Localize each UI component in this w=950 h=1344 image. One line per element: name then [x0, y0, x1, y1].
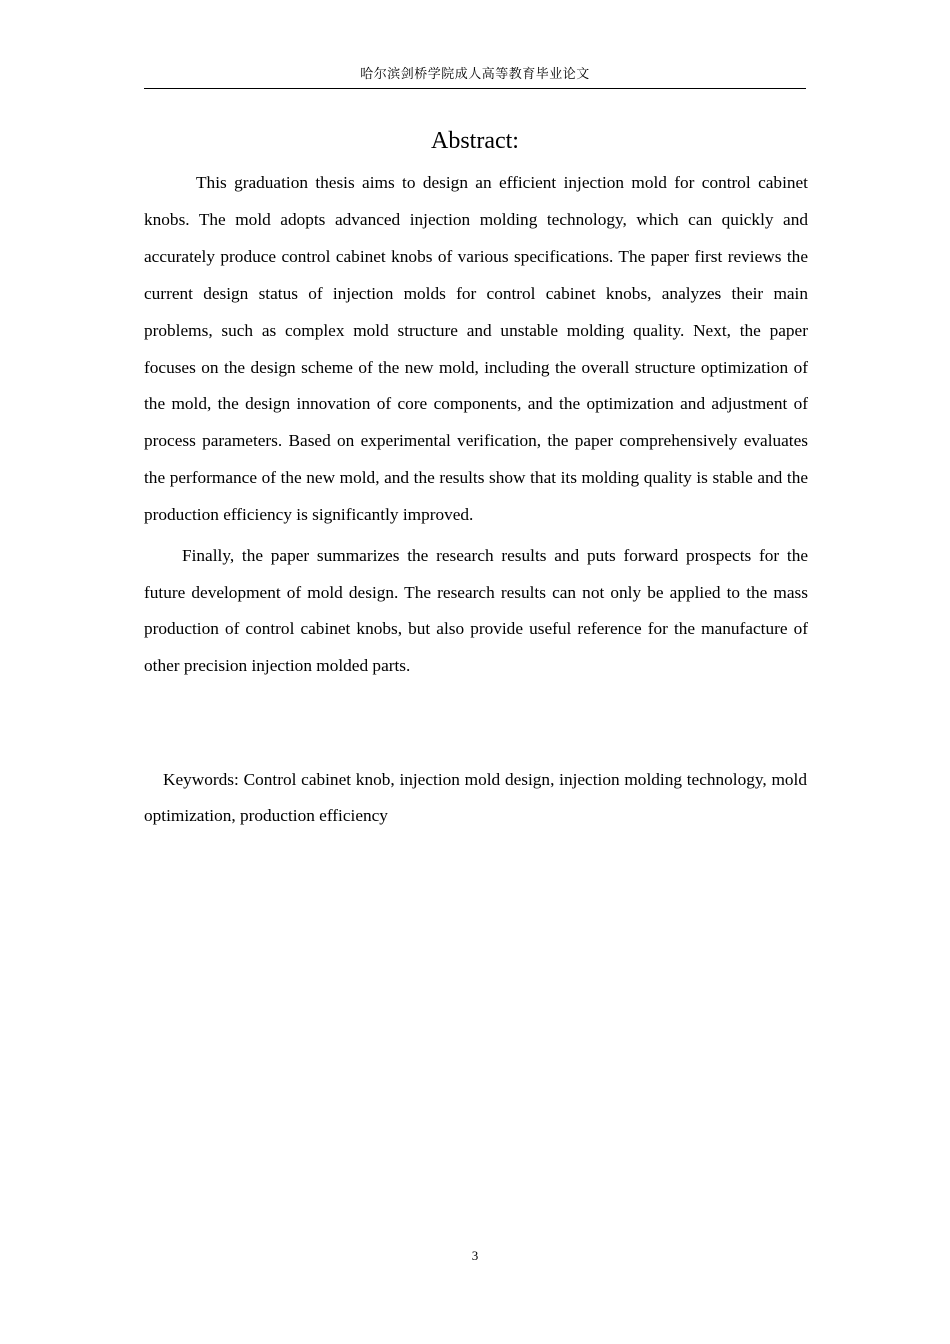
- abstract-body: [144, 165, 808, 684]
- abstract-paragraph: Finally, the paper summarizes the research results and puts forward prospects for the future development of mold design. The research results can not only be applied to the mass production of control cabinet knobs, but also provide useful reference for the manufacture of other precision injection molded parts.: [144, 546, 808, 675]
- header-rule: [144, 88, 806, 89]
- page-number: 3: [471, 1248, 479, 1263]
- abstract-paragraph: This graduation thesis aims to design an efficient injection mold for control cabinet knobs. The mold adopts advanced injection molding technology, which can quickly and accurately produce control cabinet knobs of various specifications. The paper first reviews the current design status of injection molds for control cabinet knobs, analyzes their main problems, such as complex mold structure and unstable molding quality. Next, the paper focuses on the design scheme of the new mold, including the overall structure optimization of the mold, the design innovation of core components, and the optimization and adjustment of process parameters. Based on experimental verification, the paper comprehensively evaluates the performance of the new mold, and the results show that its molding quality is stable and the production efficiency is significantly improved.: [144, 173, 808, 525]
- abstract-title: Abstract:: [431, 128, 519, 154]
- keywords: Keywords: Control cabinet knob, injection mold design, injection molding technology, mold optimization, production efficiency: [144, 770, 807, 825]
- page-header: 哈尔滨剑桥学院成人高等教育毕业论文: [360, 67, 590, 82]
